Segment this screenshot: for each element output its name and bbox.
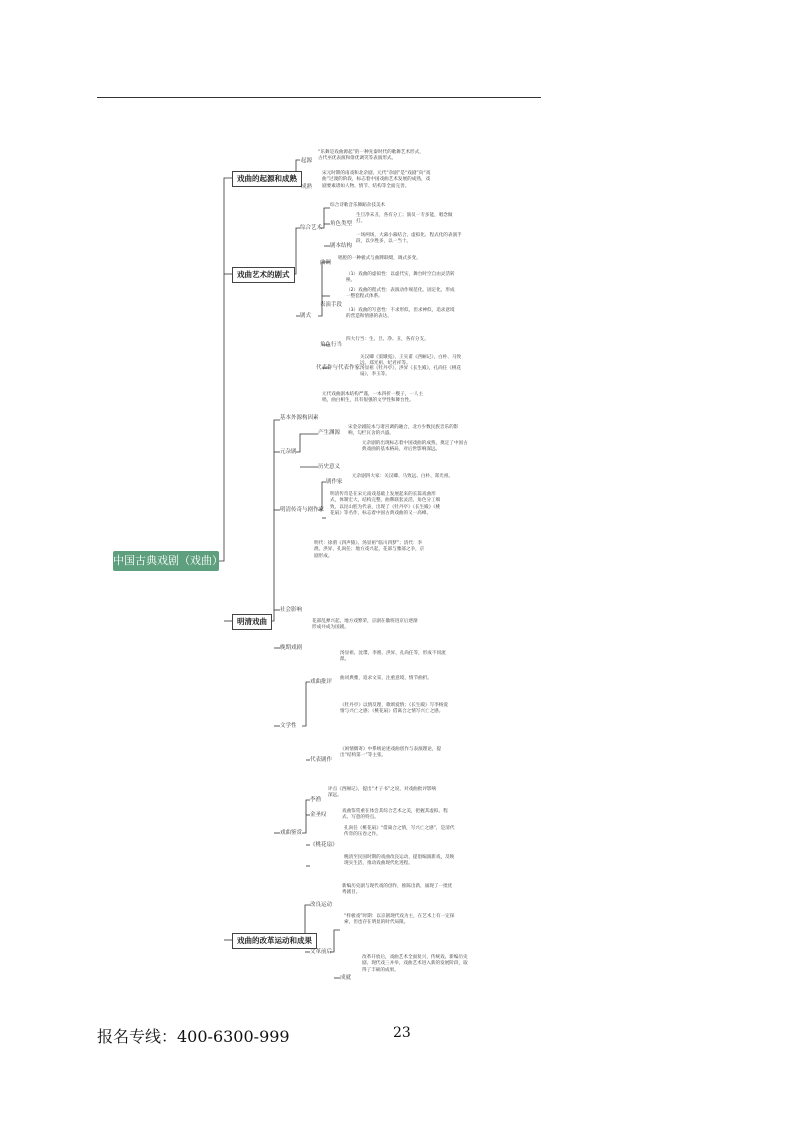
- leaf-role: 四大行当：生、旦、净、丑，各有分支。: [346, 337, 429, 342]
- leaf-rep2b: 《闲情偶寄》中系统论述戏曲创作与表演理论，提出“结构第一”等主张。: [340, 747, 442, 759]
- branch-art-form: 戏曲艺术的剧式: [232, 267, 295, 283]
- leaf-ref: 新编历史剧与现代戏的创作，推陈出新，涌现了一批优秀剧目。: [342, 884, 453, 896]
- label-ming: 明清传奇与剧作家: [280, 507, 325, 513]
- label-soc: 社会影响: [280, 607, 303, 613]
- label-rep: 代表作与代表作家: [316, 365, 361, 371]
- label-tune: 曲调: [320, 260, 332, 266]
- label-basic: 基本外源构因素: [280, 415, 319, 421]
- leaf-writer: 元杂剧四大家：关汉卿、马致远、白朴、郑光祖。: [352, 474, 454, 479]
- leaf-type: 一场两场，大幕小幕结合，虚拟化、程式化的表演手段，以少胜多，以一当十。: [356, 233, 462, 245]
- label-form: 剧式: [300, 313, 312, 319]
- leaf-taohua: 晚清至民国时期的戏曲改良运动，提倡编演新戏，反映现实生活，推动戏曲现代化进程。: [344, 855, 455, 867]
- label-hong: 《桃花扇》: [310, 842, 338, 848]
- leaf-virtual: （1）戏曲的虚拟性：以虚代实，舞台时空自由灵活转换。: [346, 272, 455, 284]
- leaf-basic: 元代戏曲剧本结构严谨，一本四折一楔子，一人主唱，曲白相生，具有很强的文学性和舞台性。: [322, 392, 424, 404]
- label-cheng: 成就: [340, 975, 352, 981]
- label-origin: 起源: [301, 158, 313, 164]
- label-jinsheng: 金圣叹: [310, 812, 327, 818]
- label-li: 李渔: [310, 797, 322, 803]
- label-yuan: 元杂剧: [280, 449, 297, 455]
- leaf-origin2: 宋金杂剧院本与诸宫调的融合，北方少数民族音乐的影响，勾栏瓦舍的兴盛。: [348, 425, 459, 437]
- leaf-late: 花部乱弹兴起，地方戏繁荣，京剧在徽班进京后逐渐形成并成为国剧。: [312, 619, 418, 631]
- leaf-rep-ming: 汤显祖《牡丹亭》，洪昇《长生殿》，孔尚任《桃花扇》，李玉等。: [360, 366, 462, 378]
- label-role: 角色行当: [320, 342, 343, 348]
- branch-origin: 戏曲的起源和成熟: [232, 171, 302, 187]
- leaf-style: 生旦净末丑，各有分工；演员一专多能，唱念做打。: [356, 213, 453, 225]
- label-mature: 成熟: [301, 184, 313, 190]
- label-dramatic: 表演手段: [320, 302, 343, 308]
- branch-ming-qing: 明清戏曲: [232, 614, 272, 630]
- root-node: 中国古典戏剧（戏曲）: [113, 551, 219, 571]
- leaf-chuanqi: 明清传奇是在宋元南戏基础上发展起来的长篇戏曲形式，体制宏大，结构完整，曲牌联套灵活，角色分工细致，以昆山腔为代表，出现了《牡丹亭》《长生殿》《桃花扇》等名作，标志着中国古典戏曲的又一高峰。: [330, 492, 441, 517]
- label-rep2: 代表剧作: [310, 757, 333, 763]
- leaf-program: （2）戏曲的程式性：表演动作规范化、固定化，形成一整套程式体系。: [346, 288, 455, 300]
- leaf-hong: 孔尚任《桃花扇》“借离合之情，写兴亡之感”，是清代传奇的压卷之作。: [344, 826, 455, 838]
- leaf-art: 综合诗歌音乐舞蹈杂技美术: [330, 203, 386, 208]
- label-critic: 戏曲批评: [310, 679, 333, 685]
- leaf-rep-yuan: 关汉卿《窦娥冤》，王实甫《西厢记》，白朴、马致远、郑光祖、纪君祥等。: [360, 355, 462, 367]
- label-origin2: 产生渊源: [318, 430, 341, 436]
- leaf-origin: “乐舞是戏曲源起”的一种先秦时代的歌舞艺术形式，古代巫优表演和俳优调笑等表演形式。: [318, 150, 424, 162]
- label-hist: 历史意义: [318, 464, 341, 470]
- leaf-style2: 曲词典雅，追求文采，注重意境，情节曲折。: [340, 676, 432, 681]
- leaf-mature: 宋元时期的南戏和北杂剧，元代“杂剧”是“戏剧”向“戏曲”过渡的阶段，标志着中国戏曲艺术发展的成熟，戏剧要素诸如人物、情节、结构等全面完善。: [322, 171, 431, 189]
- label-mod: 文革前后: [310, 949, 333, 955]
- label-type: 剧本结构: [330, 243, 353, 249]
- leaf-jinsheng: 戏曲鉴赏重在体会其综合艺术之美，把握其虚拟、程式、写意的特点。: [342, 809, 448, 821]
- leaf-writers2: 汤显祖、沈璟、李渔、洪昇、孔尚任等，形成不同流派。: [340, 651, 446, 663]
- leaf-tune: 唱腔的一种板式与曲牌联缀，调式多变。: [338, 256, 421, 261]
- label-ref: 改良运动: [310, 902, 333, 908]
- label-writer: 剧作家: [326, 479, 343, 485]
- label-style: 角色类型: [330, 221, 353, 227]
- leaf-rep2a: 《牡丹亭》以情反理，歌颂爱情；《长生殿》写李杨爱情与兴亡之感；《桃花扇》借离合之情写兴亡之感。: [340, 703, 448, 715]
- branch-reform: 戏曲的改革运动和成果: [232, 933, 317, 949]
- leaf-hist: 元杂剧的出现标志着中国戏曲的成熟，奠定了中国古典戏曲的基本格局，对后世影响深远。: [362, 441, 468, 453]
- label-late: 晚期戏剧: [280, 645, 303, 651]
- leaf-freehand: （3）戏曲的写意性：不求形似，但求神似，追求意境的营造和情感的表达。: [346, 308, 455, 320]
- label-art: 综合艺术: [300, 225, 323, 231]
- leaf-li: 评点《西厢记》，提出“才子书”之说，对戏曲批评影响深远。: [328, 787, 437, 799]
- footer-page-number: 23: [393, 1025, 411, 1041]
- footer-hotline: 报名专线：400-6300-999: [97, 1027, 290, 1046]
- label-gu: 戏曲鉴赏: [280, 830, 303, 836]
- label-wen: 文学性: [280, 723, 297, 729]
- leaf-cheng: 改革开放后，戏曲艺术全面复兴，传统戏、新编历史剧、现代戏三并举，戏曲艺术进入新的发展阶段，取得了丰硕的成果。: [362, 955, 468, 973]
- leaf-mod: “样板戏”时期：以京剧现代戏为主，在艺术上有一定探索，但也存在明显的时代局限。: [344, 914, 455, 926]
- leaf-soc: 明代：徐渭《四声猿》、汤显祖“临川四梦”；清代：李渔、洪昇、孔尚任；地方戏兴起，花部与雅部之争，京剧形成。: [314, 541, 425, 559]
